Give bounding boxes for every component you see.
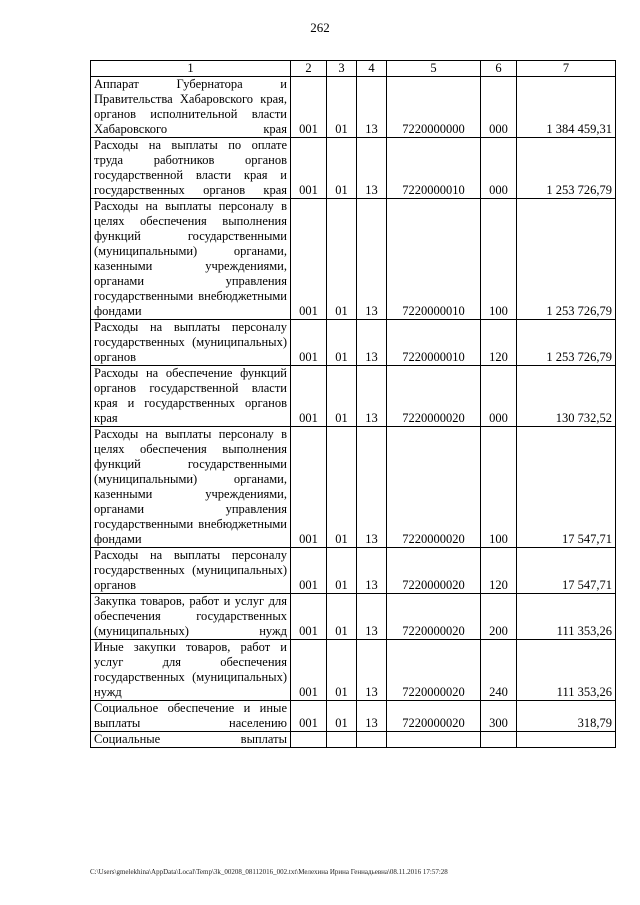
row-name: Расходы на выплаты персоналу государственных (муниципальных) органов bbox=[91, 320, 291, 366]
table-row bbox=[91, 594, 616, 640]
row-code-6: 000 bbox=[481, 138, 517, 199]
row-code-3: 01 bbox=[327, 320, 357, 366]
row-name: Аппарат Губернатора и Правительства Хабаровского края, органов исполнительной власти Хабаровского края bbox=[91, 77, 291, 138]
row-code-4: 13 bbox=[357, 640, 387, 701]
row-name: Иные закупки товаров, работ и услуг для обеспечения государственных (муниципальных) нужд bbox=[91, 640, 291, 701]
row-name: Социальные выплаты bbox=[91, 732, 291, 748]
row-amount: 17 547,71 bbox=[517, 548, 616, 594]
row-code-6: 000 bbox=[481, 366, 517, 427]
row-amount bbox=[517, 732, 616, 748]
table-row bbox=[91, 138, 616, 199]
row-code-3: 01 bbox=[327, 701, 357, 732]
row-code-6: 120 bbox=[481, 548, 517, 594]
row-name: Закупка товаров, работ и услуг для обеспечения государственных (муниципальных) нужд bbox=[91, 594, 291, 640]
row-code-2: 001 bbox=[291, 594, 327, 640]
row-code-2: 001 bbox=[291, 548, 327, 594]
row-code-6: 300 bbox=[481, 701, 517, 732]
header-col-6: 6 bbox=[481, 61, 517, 77]
table-row bbox=[91, 366, 616, 427]
row-code-3: 01 bbox=[327, 548, 357, 594]
row-code-2: 001 bbox=[291, 427, 327, 548]
row-name: Расходы на выплаты персоналу государственных (муниципальных) органов bbox=[91, 548, 291, 594]
row-code-3: 01 bbox=[327, 594, 357, 640]
table-row bbox=[91, 548, 616, 594]
header-col-4: 4 bbox=[357, 61, 387, 77]
row-name: Социальное обеспечение и иные выплаты населению bbox=[91, 701, 291, 732]
row-amount: 1 384 459,31 bbox=[517, 77, 616, 138]
row-code-6: 120 bbox=[481, 320, 517, 366]
header-col-7: 7 bbox=[517, 61, 616, 77]
row-code-4: 13 bbox=[357, 199, 387, 320]
header-col-5: 5 bbox=[387, 61, 481, 77]
row-amount: 17 547,71 bbox=[517, 427, 616, 548]
table-row bbox=[91, 427, 616, 548]
row-code-5: 7220000000 bbox=[387, 77, 481, 138]
row-code-3: 01 bbox=[327, 640, 357, 701]
row-code-2: 001 bbox=[291, 77, 327, 138]
row-code-4: 13 bbox=[357, 366, 387, 427]
table-row bbox=[91, 640, 616, 701]
row-code-3: 01 bbox=[327, 366, 357, 427]
row-code-4: 13 bbox=[357, 138, 387, 199]
header-col-3: 3 bbox=[327, 61, 357, 77]
table-row bbox=[91, 701, 616, 732]
row-code-5: 7220000020 bbox=[387, 548, 481, 594]
row-code-3 bbox=[327, 732, 357, 748]
row-code-5: 7220000010 bbox=[387, 320, 481, 366]
row-name: Расходы на обеспечение функций органов государственной власти края и государственных органов края bbox=[91, 366, 291, 427]
table-row bbox=[91, 199, 616, 320]
row-code-5: 7220000020 bbox=[387, 427, 481, 548]
header-col-1: 1 bbox=[91, 61, 291, 77]
table-row bbox=[91, 77, 616, 138]
row-amount: 1 253 726,79 bbox=[517, 199, 616, 320]
row-code-4: 13 bbox=[357, 77, 387, 138]
row-name: Расходы на выплаты по оплате труда работников органов государственной власти края и государственных органов края bbox=[91, 138, 291, 199]
table-row bbox=[91, 320, 616, 366]
row-code-3: 01 bbox=[327, 427, 357, 548]
header-col-2: 2 bbox=[291, 61, 327, 77]
budget-table bbox=[90, 60, 616, 748]
row-code-5: 7220000020 bbox=[387, 594, 481, 640]
row-code-6: 100 bbox=[481, 427, 517, 548]
table-row bbox=[91, 732, 616, 748]
row-code-3: 01 bbox=[327, 199, 357, 320]
row-code-2: 001 bbox=[291, 320, 327, 366]
row-code-6: 240 bbox=[481, 640, 517, 701]
row-code-2: 001 bbox=[291, 199, 327, 320]
row-amount: 1 253 726,79 bbox=[517, 320, 616, 366]
row-amount: 111 353,26 bbox=[517, 594, 616, 640]
row-amount: 130 732,52 bbox=[517, 366, 616, 427]
row-code-2 bbox=[291, 732, 327, 748]
row-amount: 111 353,26 bbox=[517, 640, 616, 701]
row-code-4: 13 bbox=[357, 548, 387, 594]
row-name: Расходы на выплаты персоналу в целях обеспечения выполнения функций государственными (муниципальными) органами, казенными учреждениями, органами управления государственными внебюджетными фондами bbox=[91, 427, 291, 548]
row-code-4: 13 bbox=[357, 320, 387, 366]
row-code-5: 7220000010 bbox=[387, 138, 481, 199]
row-code-2: 001 bbox=[291, 640, 327, 701]
row-code-4: 13 bbox=[357, 427, 387, 548]
row-code-2: 001 bbox=[291, 366, 327, 427]
row-code-4: 13 bbox=[357, 701, 387, 732]
row-code-3: 01 bbox=[327, 138, 357, 199]
row-code-4: 13 bbox=[357, 594, 387, 640]
row-code-3: 01 bbox=[327, 77, 357, 138]
row-code-2: 001 bbox=[291, 701, 327, 732]
row-amount: 1 253 726,79 bbox=[517, 138, 616, 199]
row-code-5: 7220000020 bbox=[387, 640, 481, 701]
header-row bbox=[91, 61, 616, 77]
row-code-6: 000 bbox=[481, 77, 517, 138]
row-name: Расходы на выплаты персоналу в целях обеспечения выполнения функций государственными (муниципальными) органами, казенными учреждениями, органами управления государственными внебюджетными фондами bbox=[91, 199, 291, 320]
file-path-footer: C:\Users\gmelekhina\AppData\Local\Temp\3k_00208_08112016_002.txt\Мелехина Ирина Геннадьевна\08.11.2016 17:57:28 bbox=[90, 868, 448, 876]
row-code-5: 7220000020 bbox=[387, 701, 481, 732]
row-amount: 318,79 bbox=[517, 701, 616, 732]
row-code-6: 200 bbox=[481, 594, 517, 640]
row-code-6 bbox=[481, 732, 517, 748]
row-code-4 bbox=[357, 732, 387, 748]
row-code-5: 7220000020 bbox=[387, 366, 481, 427]
row-code-6: 100 bbox=[481, 199, 517, 320]
page-number: 262 bbox=[310, 20, 330, 35]
row-code-5: 7220000010 bbox=[387, 199, 481, 320]
row-code-2: 001 bbox=[291, 138, 327, 199]
row-code-5 bbox=[387, 732, 481, 748]
